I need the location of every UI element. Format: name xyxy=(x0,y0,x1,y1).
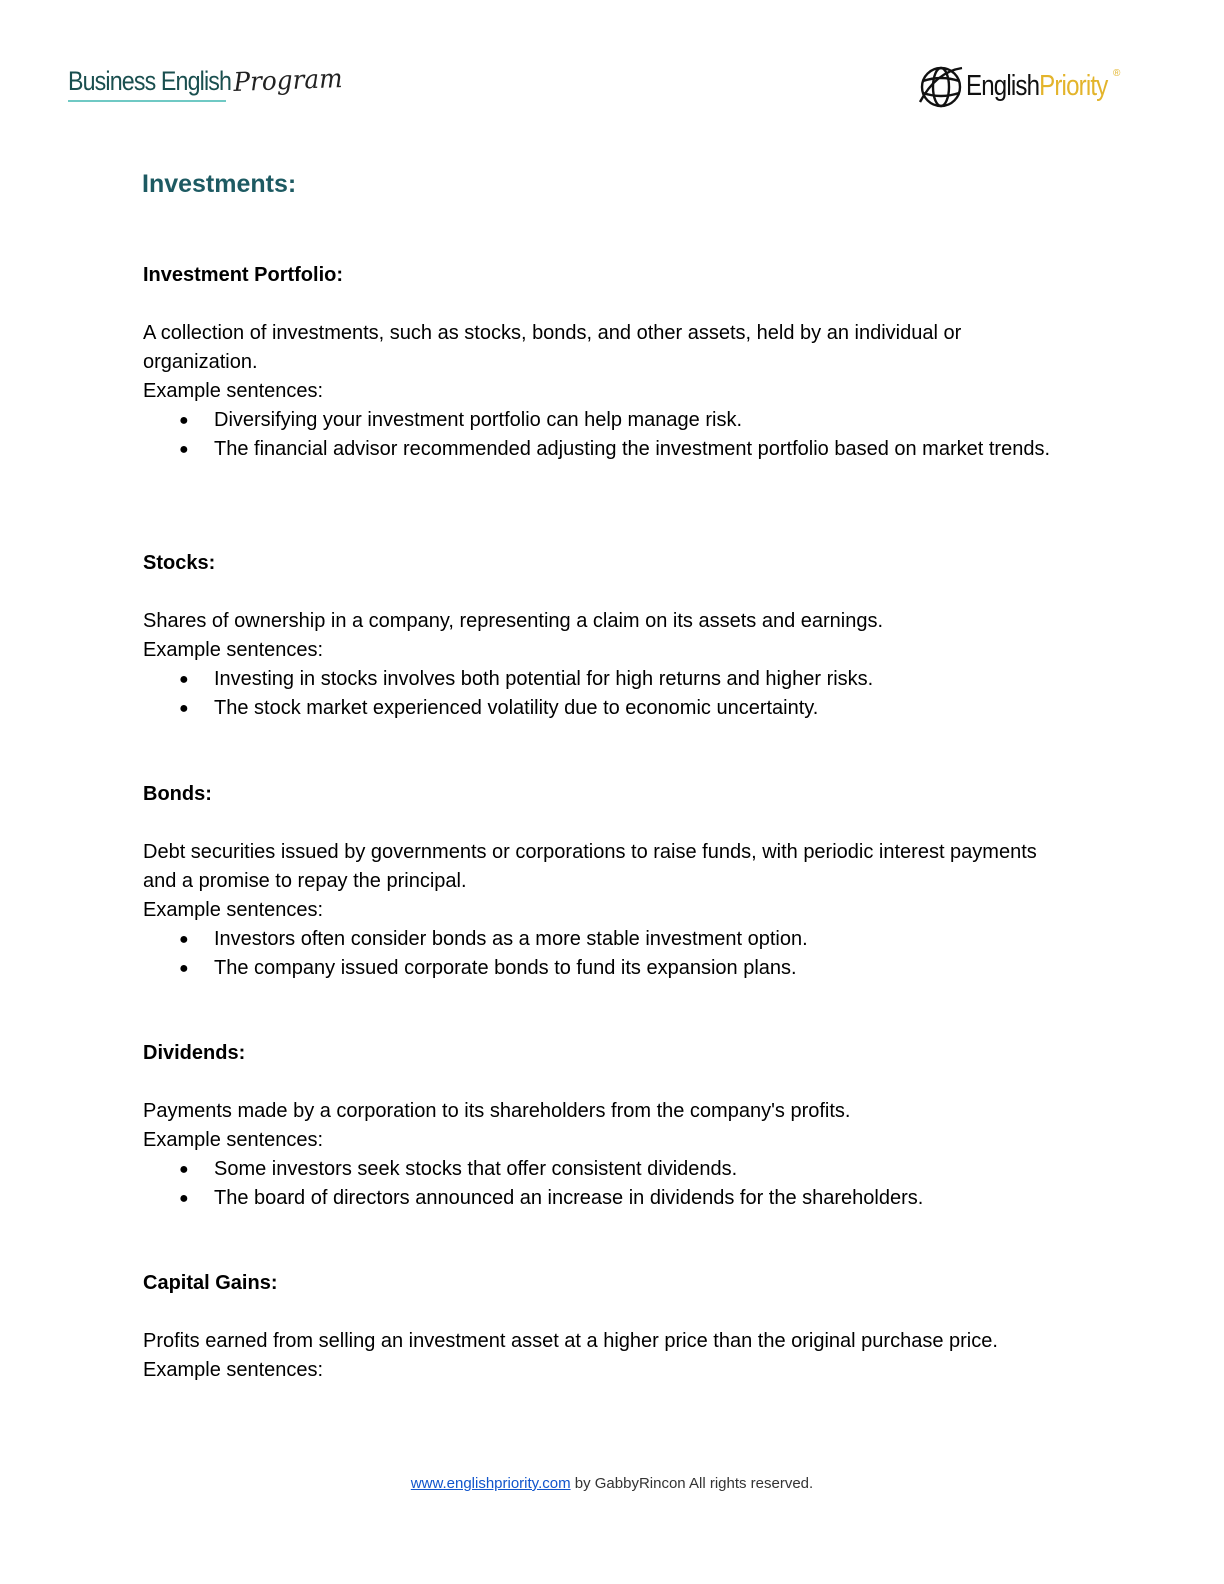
logo-word-priority: Priority xyxy=(1039,70,1108,102)
term-definition: Debt securities issued by governments or corporations to raise funds, with periodic interest payments and a promise to repay the principal. xyxy=(143,841,1037,892)
example-text: Investors often consider bonds as a more stable investment option. xyxy=(214,928,808,950)
term-heading: Investment Portfolio: xyxy=(143,264,344,286)
example-item xyxy=(143,1155,1073,1184)
example-label: Example sentences: xyxy=(143,1359,324,1381)
bullet-icon: ● xyxy=(179,441,189,458)
footer-copyright: by GabbyRincon All rights reserved. xyxy=(570,1475,814,1492)
example-item xyxy=(143,694,1073,723)
term-definition: Profits earned from selling an investment asset at a higher price than the original purchase price. xyxy=(143,1330,998,1352)
globe-icon xyxy=(918,62,964,110)
example-item xyxy=(143,954,1073,983)
brand-main-text: Business English xyxy=(68,66,232,96)
term-heading: Dividends: xyxy=(143,1042,246,1064)
example-item xyxy=(143,665,1073,694)
bullet-icon: ● xyxy=(179,412,189,429)
example-list xyxy=(143,925,1073,983)
term-heading: Capital Gains: xyxy=(143,1272,278,1294)
example-text: The stock market experienced volatility due to economic uncertainty. xyxy=(214,697,819,719)
section-dividends xyxy=(143,1039,1073,1213)
example-text: Diversifying your investment portfolio can help manage risk. xyxy=(214,409,743,431)
example-text: Some investors seek stocks that offer consistent dividends. xyxy=(214,1158,738,1180)
example-list xyxy=(143,406,1073,464)
section-capital-gains xyxy=(143,1269,1073,1385)
registered-mark: ® xyxy=(1113,68,1121,79)
example-text: The company issued corporate bonds to fund its expansion plans. xyxy=(214,957,797,979)
term-definition: Payments made by a corporation to its shareholders from the company's profits. xyxy=(143,1100,851,1122)
section-stocks xyxy=(143,549,1073,723)
section-investment-portfolio xyxy=(143,261,1073,464)
example-text: Investing in stocks involves both potential for high returns and higher risks. xyxy=(214,668,874,690)
english-priority-logo xyxy=(918,60,1133,112)
bullet-icon: ● xyxy=(179,1161,189,1178)
example-list xyxy=(143,665,1073,723)
bullet-icon: ● xyxy=(179,671,189,688)
footer xyxy=(0,1475,1224,1492)
brand-underline xyxy=(68,100,226,102)
example-item xyxy=(143,925,1073,954)
bullet-icon: ● xyxy=(179,700,189,717)
website-link[interactable]: www.englishpriority.com xyxy=(410,1475,571,1492)
bullet-icon: ● xyxy=(179,960,189,977)
bullet-icon: ● xyxy=(179,931,189,948)
logo-wordmark xyxy=(966,70,1107,103)
example-label: Example sentences: xyxy=(143,1129,324,1151)
example-text: The financial advisor recommended adjusting the investment portfolio based on market trends. xyxy=(214,438,1051,460)
term-heading: Bonds: xyxy=(143,783,212,805)
term-definition: A collection of investments, such as stocks, bonds, and other assets, held by an individual or organization. xyxy=(143,322,962,373)
page-title: Investments: xyxy=(142,170,297,198)
term-heading: Stocks: xyxy=(143,552,216,574)
logo-word-english: English xyxy=(966,70,1040,102)
brand-script-text: Program xyxy=(233,63,344,98)
example-text: The board of directors announced an increase in dividends for the shareholders. xyxy=(214,1187,924,1209)
example-label: Example sentences: xyxy=(143,899,324,921)
example-item xyxy=(143,406,1073,435)
example-label: Example sentences: xyxy=(143,639,324,661)
example-item xyxy=(143,1184,1073,1213)
term-definition: Shares of ownership in a company, representing a claim on its assets and earnings. xyxy=(143,610,884,632)
example-item xyxy=(143,435,1073,464)
bullet-icon: ● xyxy=(179,1190,189,1207)
section-bonds xyxy=(143,780,1073,983)
example-list xyxy=(143,1155,1073,1213)
example-label: Example sentences: xyxy=(143,380,324,402)
